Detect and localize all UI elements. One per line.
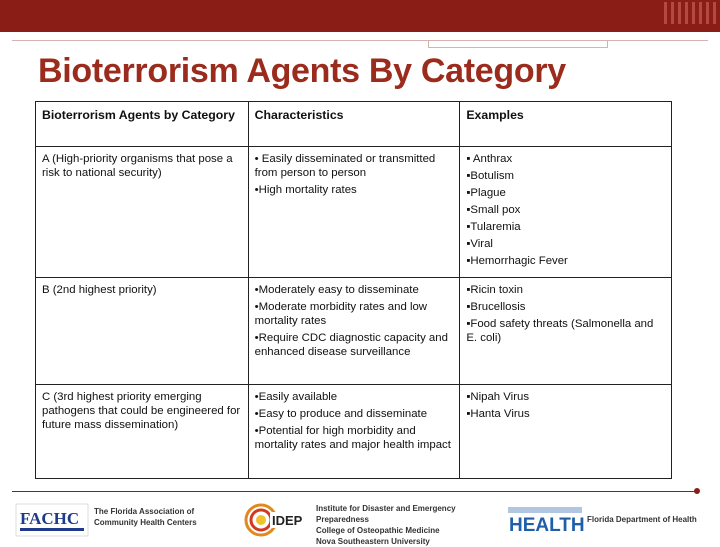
category-cell: C (3rd highest priority emerging pathogens that could be engineered for future mass dissemination) — [36, 385, 249, 479]
example-item: ▪Ricin toxin — [466, 284, 523, 296]
header-tab-decoration — [428, 40, 608, 48]
examples-cell — [460, 278, 672, 385]
category-cell: B (2nd highest priority) — [36, 278, 249, 385]
example-item: ▪Small pox — [466, 204, 521, 216]
florida-health-name: Florida Department of Health — [587, 515, 697, 524]
footer-rule — [12, 491, 696, 492]
example-item: ▪Brucellosis — [466, 301, 526, 313]
example-item: ▪Plague — [466, 187, 506, 199]
table-row — [36, 385, 672, 479]
fachc-logo — [16, 504, 88, 536]
characteristic-item: •Moderately easy to disseminate — [254, 284, 419, 296]
idep-line: Institute for Disaster and Emergency Preparedness — [316, 504, 456, 524]
table-row — [36, 147, 672, 278]
footer-rule-dot — [694, 488, 700, 494]
idep-logo — [244, 503, 314, 537]
table-row — [36, 278, 672, 385]
characteristic-item: •Moderate morbidity rates and low mortality rates — [254, 301, 428, 327]
fachc-wordmark: FACHC — [20, 509, 80, 528]
header-examples: Examples — [460, 102, 672, 147]
category-cell: A (High-priority organisms that pose a risk to national security) — [36, 147, 249, 278]
characteristic-item: •Easily available — [254, 391, 338, 403]
example-item: ▪Food safety threats (Salmonella and E. coli) — [466, 318, 654, 344]
example-item: ▪Tularemia — [466, 221, 521, 233]
characteristic-item: • Easily disseminated or transmitted from person to person — [254, 153, 436, 179]
example-item: ▪Botulism — [466, 170, 515, 182]
idep-line: Nova Southeastern University — [316, 537, 430, 546]
florida-health-logo — [506, 505, 584, 535]
example-item: ▪Nipah Virus — [466, 391, 530, 403]
example-item: ▪ Anthrax — [466, 153, 513, 165]
header-category: Bioterrorism Agents by Category — [36, 102, 249, 147]
example-item: ▪Hanta Virus — [466, 408, 530, 420]
idep-wordmark: IDEP — [272, 513, 303, 528]
characteristic-item: •Easy to produce and disseminate — [254, 408, 428, 420]
example-item: ▪Hemorrhagic Fever — [466, 255, 568, 267]
example-item: ▪Viral — [466, 238, 493, 250]
characteristics-cell — [248, 147, 460, 278]
characteristic-item: •Potential for high morbidity and mortality rates and major health impact — [254, 425, 451, 451]
header-characteristics: Characteristics — [248, 102, 460, 147]
characteristics-cell — [248, 278, 460, 385]
characteristic-item: •High mortality rates — [254, 184, 357, 196]
examples-cell — [460, 147, 672, 278]
health-wordmark: HEALTH — [509, 515, 585, 536]
characteristic-item: •Require CDC diagnostic capacity and enhanced disease surveillance — [254, 332, 448, 358]
top-banner — [0, 0, 720, 32]
idep-institution — [316, 503, 501, 547]
agents-table — [35, 101, 672, 479]
fachc-name: The Florida Association of Community Health Centers — [94, 507, 197, 527]
banner-stripes — [664, 2, 716, 24]
examples-cell — [460, 385, 672, 479]
table-header-row — [36, 102, 672, 147]
slide-title: Bioterrorism Agents By Category — [38, 52, 566, 90]
characteristics-cell — [248, 385, 460, 479]
idep-line: College of Osteopathic Medicine — [316, 526, 440, 535]
